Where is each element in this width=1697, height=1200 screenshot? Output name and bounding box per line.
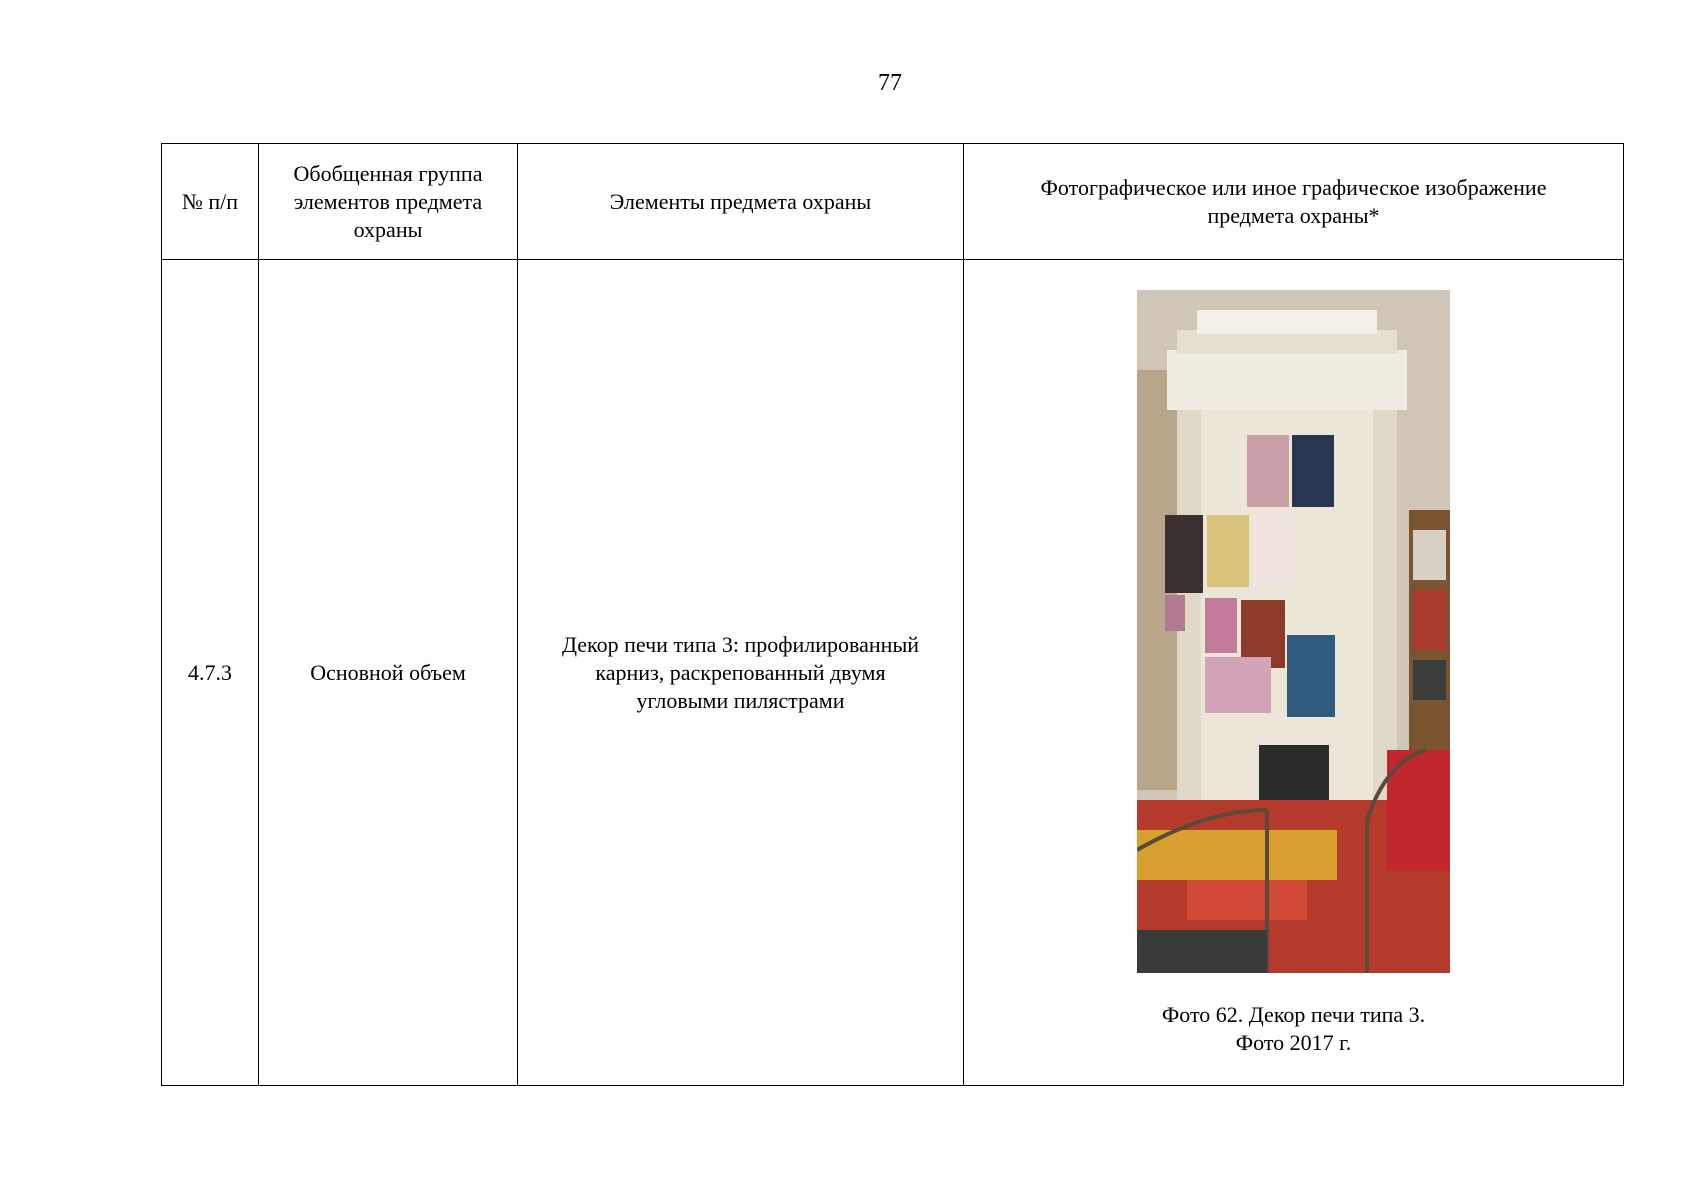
header-num: № п/п <box>162 144 259 260</box>
table-header-row <box>162 144 1624 260</box>
row-image-cell <box>964 260 1624 1086</box>
page-number: 77 <box>878 70 902 96</box>
photo-caption-line2: Фото 2017 г. <box>1235 1030 1352 1055</box>
row-num: 4.7.3 <box>162 260 259 1086</box>
row-group: Основной объем <box>259 260 518 1086</box>
stove-photo <box>1137 290 1450 973</box>
photo-caption <box>964 1001 1623 1057</box>
header-image: Фотографическое или иное графическое изображение предмета охраны* <box>964 144 1624 260</box>
protection-table <box>161 143 1624 1086</box>
header-elements: Элементы предмета охраны <box>518 144 964 260</box>
header-group: Обобщенная группа элементов предмета охраны <box>259 144 518 260</box>
photo-caption-line1: Фото 62. Декор печи типа 3. <box>1161 1002 1426 1027</box>
row-elements: Декор печи типа 3: профилированный карниз, раскрепованный двумя угловыми пилястрами <box>518 260 964 1086</box>
table-row <box>162 260 1624 1086</box>
